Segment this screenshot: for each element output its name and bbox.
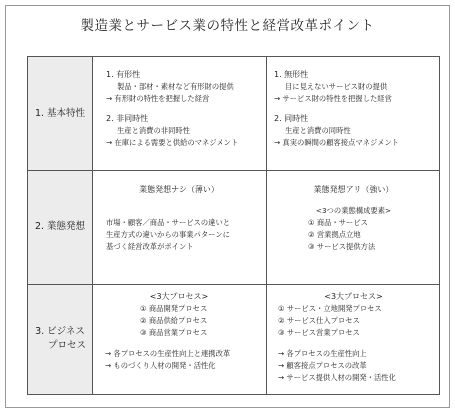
cell-heading: 2. 同時性: [274, 114, 309, 123]
cell-text: ③ サービス提供方法: [308, 242, 376, 251]
cell-text: 生産と消費の同時性: [285, 126, 351, 135]
row-label-line: プロセス: [47, 340, 86, 351]
cell-text: ① 商品開発プロセス: [140, 304, 208, 313]
cell-text: 生産方式の違いからの事業パターンに: [106, 230, 230, 239]
row-divider: [28, 284, 439, 285]
cell-text: ② 営業拠点立地: [308, 230, 361, 239]
cell-manufacturing-basic: [106, 69, 238, 149]
cell-text: → 在庫による需要と供給のマネジメント: [106, 138, 239, 147]
cell-manufacturing-format: [92, 184, 266, 253]
cell-text: 製品・部材・素材など有形財の提供: [117, 82, 234, 91]
cell-heading: 業態発想ナシ（薄い）: [139, 185, 219, 194]
cell-text: → 各プロセスの生産性向上と連携改革: [105, 349, 231, 358]
cell-service-basic: [274, 69, 399, 149]
cell-text: ③ サービス営業プロセス: [278, 328, 360, 337]
cell-text: 生産と消費の非同時性: [117, 126, 190, 135]
row-label-basic-characteristics: 1. 基本特性: [34, 108, 86, 119]
cell-text: 基づく経営改革がポイント: [106, 242, 194, 251]
cell-manufacturing-process: [92, 291, 266, 372]
comparison-table: [27, 56, 440, 395]
cell-heading: 1. 有形性: [106, 70, 141, 79]
figure-title: 製造業とサービス業の特性と経営改革ポイント: [80, 18, 375, 34]
row-label-line: 3. ビジネス: [35, 326, 85, 337]
cell-text: ② サービス仕入プロセス: [278, 316, 360, 325]
cell-text: → 真実の瞬間の顧客接点マネジメント: [274, 138, 399, 147]
cell-service-format: [266, 184, 441, 253]
cell-text: 目に見えないサービス財の提供: [285, 82, 388, 91]
cell-text: → サービス財の特性を把握した経営: [274, 94, 392, 103]
cell-text: ③ 商品営業プロセス: [140, 328, 208, 337]
row-label-business-process: [28, 325, 92, 353]
cell-heading: <3大プロセス>: [324, 292, 383, 301]
cell-text: ① 商品・サービス: [308, 218, 368, 227]
row-divider: [28, 170, 439, 171]
cell-text: 市場・顧客／商品・サービスの違いと: [106, 218, 231, 227]
cell-service-process: [266, 291, 441, 384]
cell-heading: 2. 非同時性: [106, 114, 149, 123]
cell-heading: 業態発想アリ（強い）: [313, 185, 394, 194]
cell-text: ② 商品供給プロセス: [140, 316, 208, 325]
cell-subheading: <3つの業態構成要素>: [315, 206, 392, 215]
cell-text: → ものづくり人材の開発・活性化: [105, 361, 216, 370]
cell-heading: <3大プロセス>: [149, 292, 209, 301]
cell-text: → 顧客接点プロセスの改革: [278, 361, 367, 370]
row-label-business-format: 2. 業態発想: [34, 221, 86, 232]
cell-text: → 有形財の特性を把握した経営: [106, 94, 210, 103]
cell-heading: 1. 無形性: [274, 70, 309, 79]
cell-text: ① サービス・立地開発プロセス: [278, 304, 382, 313]
cell-text: → 各プロセスの生産性向上: [278, 349, 367, 358]
cell-text: → サービス提供人材の開発・活性化: [278, 373, 396, 382]
